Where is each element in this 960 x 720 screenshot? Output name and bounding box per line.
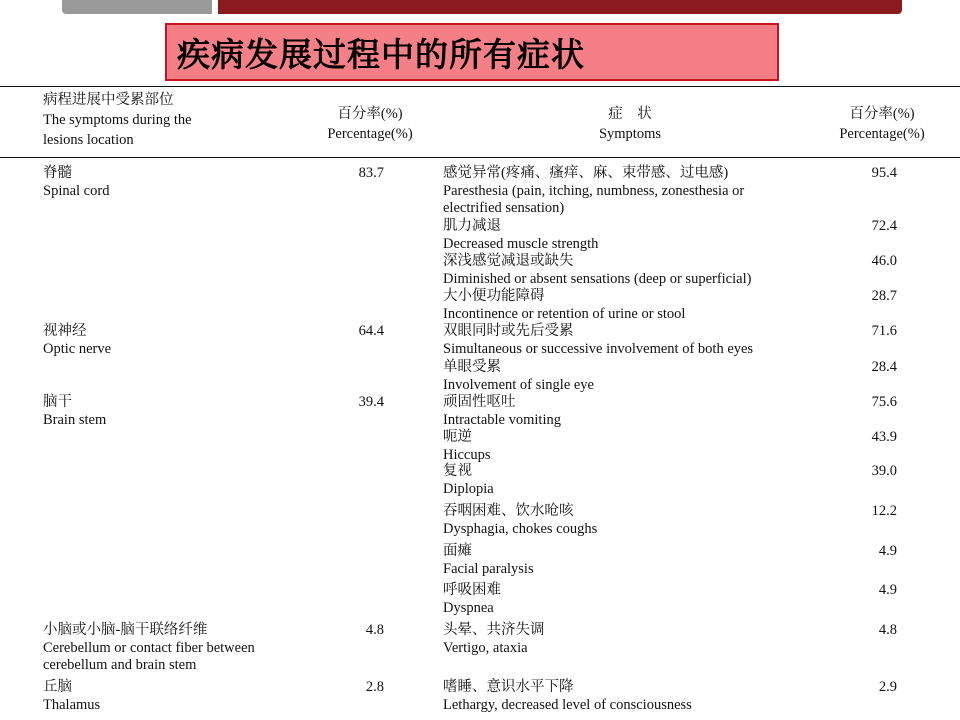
symptom-percentage: 39.0: [871, 463, 897, 479]
symptom-en: Dysphagia, chokes coughs: [443, 520, 598, 537]
header-pct1-zh: 百分率(%): [337, 106, 403, 122]
symptom-zh: 单眼受累: [443, 359, 501, 375]
symptom-cell: [443, 218, 598, 253]
symptom-zh: 肌力减退: [443, 218, 501, 234]
location-zh: 丘脑: [43, 679, 72, 695]
location-zh: 脊髓: [43, 165, 72, 181]
header-symptoms-zh: 症 状: [608, 106, 652, 122]
symptom-cell: [443, 463, 494, 498]
symptom-cell: [443, 622, 545, 657]
symptom-zh: 感觉异常(疼痛、瘙痒、麻、束带感、过电感): [443, 165, 729, 181]
symptom-cell: [443, 253, 751, 288]
header-location: [43, 90, 192, 150]
symptom-zh: 面瘫: [443, 543, 472, 559]
symptom-percentage: 75.6: [871, 394, 897, 410]
location-cell: [43, 165, 109, 200]
header-percentage-2: [812, 104, 952, 144]
location-en: Thalamus: [43, 696, 101, 713]
symptom-zh: 头晕、共济失调: [443, 622, 545, 638]
symptom-percentage: 4.9: [878, 543, 897, 559]
symptom-zh: 大小便功能障碍: [443, 288, 545, 304]
symptom-cell: [443, 288, 685, 323]
location-percentage: 64.4: [358, 323, 384, 339]
symptom-en: Simultaneous or successive involvement of both eyes: [443, 340, 754, 357]
location-cell: [43, 679, 100, 714]
symptom-cell: [443, 165, 744, 218]
header-symptoms: [560, 104, 700, 144]
symptom-en: Diminished or absent sensations (deep or superficial): [443, 270, 752, 287]
symptom-percentage: 4.9: [878, 582, 897, 598]
header-pct1-en: Percentage(%): [327, 126, 413, 142]
location-percentage: 83.7: [358, 165, 384, 181]
symptom-en: Dyspnea: [443, 599, 494, 616]
header-symptoms-en: Symptoms: [598, 126, 662, 142]
location-cell: [43, 394, 106, 429]
symptom-cell: [443, 582, 501, 617]
header-pct2-zh: 百分率(%): [849, 106, 915, 122]
symptom-en: Lethargy, decreased level of consciousness: [443, 696, 692, 713]
location-en: cerebellum and brain stem: [43, 657, 197, 673]
header-bar-gray: [62, 0, 212, 14]
symptom-en: Facial paralysis: [443, 560, 534, 577]
location-zh: 视神经: [43, 323, 87, 339]
symptom-zh: 呼吸困难: [443, 582, 501, 598]
symptom-percentage: 28.7: [871, 288, 897, 304]
symptom-zh: 深浅感觉减退或缺失: [443, 253, 574, 269]
symptom-cell: [443, 394, 561, 429]
symptom-cell: [443, 679, 692, 714]
location-en: Optic nerve: [43, 340, 112, 357]
header-location-en-1: The symptoms during the: [43, 112, 192, 128]
symptom-percentage: 71.6: [871, 323, 897, 339]
symptom-en: Vertigo, ataxia: [443, 639, 528, 656]
location-percentage: 2.8: [365, 679, 384, 695]
location-zh: 脑干: [43, 394, 72, 410]
symptom-zh: 嗜睡、意识水平下降: [443, 679, 574, 695]
symptom-cell: [443, 543, 534, 578]
symptom-cell: [443, 503, 597, 538]
location-zh: 小脑或小脑-脑干联络纤维: [43, 622, 208, 638]
location-cell: [43, 323, 111, 358]
symptom-percentage: 2.9: [878, 679, 897, 695]
header-location-zh: 病程进展中受累部位: [43, 92, 174, 108]
symptom-percentage: 4.8: [878, 622, 897, 638]
symptom-zh: 吞咽困难、饮水呛咳: [443, 503, 574, 519]
symptom-en: Involvement of single eye: [443, 376, 594, 393]
symptom-percentage: 46.0: [871, 253, 897, 269]
header-bar-red: [218, 0, 902, 14]
symptom-zh: 顽固性呕吐: [443, 394, 516, 410]
header-percentage-1: [300, 104, 440, 144]
symptom-en: Paresthesia (pain, itching, numbness, zonesthesia or: [443, 182, 745, 199]
table-header-rule: [0, 157, 960, 158]
location-cell: [43, 622, 255, 675]
symptom-percentage: 28.4: [871, 359, 897, 375]
symptom-en: Decreased muscle strength: [443, 235, 599, 252]
symptom-en: Hiccups: [443, 446, 491, 463]
table-top-rule: [0, 86, 960, 87]
slide-title: 疾病发展过程中的所有症状: [177, 34, 585, 74]
symptom-percentage: 72.4: [871, 218, 897, 234]
symptom-zh: 双眼同时或先后受累: [443, 323, 574, 339]
symptom-en: electrified sensation): [443, 200, 565, 216]
symptom-percentage: 43.9: [871, 429, 897, 445]
title-box: [165, 23, 779, 81]
symptom-zh: 复视: [443, 463, 472, 479]
symptom-en: Diplopia: [443, 480, 494, 497]
location-percentage: 4.8: [365, 622, 384, 638]
symptom-cell: [443, 429, 491, 464]
header-location-en-2: lesions location: [43, 132, 134, 148]
location-percentage: 39.4: [358, 394, 384, 410]
symptom-cell: [443, 359, 594, 394]
location-en: Cerebellum or contact fiber between: [43, 639, 255, 656]
location-en: Spinal cord: [43, 182, 110, 199]
symptom-en: Intractable vomiting: [443, 411, 561, 428]
location-en: Brain stem: [43, 411, 107, 428]
symptom-percentage: 12.2: [871, 503, 897, 519]
header-pct2-en: Percentage(%): [839, 126, 925, 142]
symptom-cell: [443, 323, 753, 358]
symptom-en: Incontinence or retention of urine or stool: [443, 305, 686, 322]
symptom-zh: 呃逆: [443, 429, 472, 445]
symptom-percentage: 95.4: [871, 165, 897, 181]
